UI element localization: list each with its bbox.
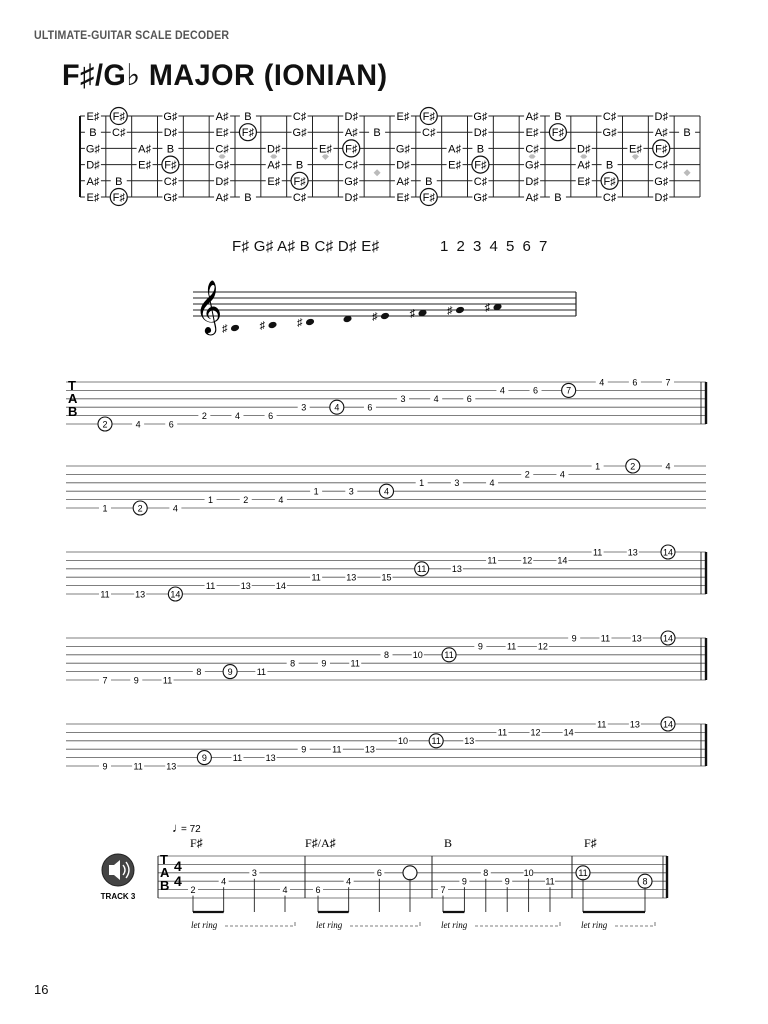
fretboard-note: D♯ — [344, 111, 358, 123]
tab-fret-number: 2 — [201, 410, 207, 421]
tab-fret-number: 3 — [348, 486, 354, 497]
fretboard-note: F♯ — [112, 111, 125, 123]
fretboard-note: D♯ — [525, 175, 539, 188]
fretboard-note: E♯ — [86, 111, 100, 123]
tab-fret-number: 13 — [631, 633, 642, 644]
fretboard-note: G♯ — [215, 159, 230, 172]
fretboard-note: A♯ — [396, 175, 410, 188]
tab-fret-number: 3 — [251, 868, 257, 879]
tab-fret-number: 7 — [440, 884, 446, 895]
tab-fret-number: 8 — [642, 876, 648, 887]
fretboard-note: C♯ — [602, 192, 617, 204]
fretboard-note: G♯ — [654, 175, 669, 188]
tab-fret-number: 9 — [201, 752, 207, 763]
note-head — [268, 321, 278, 330]
tab-fret-number: 11 — [311, 572, 321, 583]
tab-fret-number: 11 — [578, 868, 588, 879]
tab-fret-number: 11 — [417, 564, 427, 575]
tab-fret-number: 6 — [315, 884, 321, 895]
tab-clef-letter: A — [68, 391, 78, 406]
scale-degrees: 1 2 3 4 5 6 7 — [440, 238, 550, 255]
tab-fret-number: 7 — [665, 377, 671, 388]
note-head — [305, 318, 315, 327]
tab-fret-number: 11 — [506, 641, 517, 652]
tab-fret-number: 11 — [256, 666, 267, 677]
tab-fret-number: 6 — [376, 868, 382, 879]
tab-root-circle — [403, 866, 417, 880]
tab-fret-number: 11 — [487, 555, 497, 566]
tab-fret-number: 9 — [571, 633, 577, 644]
tab-fret-number: 11 — [350, 658, 360, 669]
fretboard-note: G♯ — [344, 175, 359, 188]
tab-fret-number: 11 — [545, 876, 555, 887]
tab-fret-number: 1 — [419, 478, 425, 489]
tab-fret-number: 4 — [334, 402, 340, 413]
fretboard-diagram — [0, 0, 768, 230]
tab-fret-number: 10 — [398, 736, 409, 747]
fretboard-note: C♯ — [163, 175, 178, 188]
tab-fret-number: 14 — [275, 580, 286, 591]
fretboard-note: B — [295, 159, 304, 172]
tab-fret-number: 11 — [133, 761, 143, 772]
tab-fret-number: 2 — [630, 461, 636, 472]
tab-fret-number: 13 — [627, 547, 638, 558]
tab-fret-number: 11 — [592, 547, 603, 558]
tab-clef-letter: T — [160, 852, 168, 867]
example-tab — [0, 810, 768, 940]
tab-fret-number: 13 — [135, 589, 146, 600]
tab-fret-number: 2 — [243, 494, 249, 505]
fretboard-note: D♯ — [577, 143, 591, 156]
fretboard-note: D♯ — [654, 192, 668, 204]
tab-fret-number: 1 — [313, 486, 319, 497]
fretboard-note: F♯ — [474, 159, 487, 172]
tab-fret-number: 11 — [444, 650, 454, 661]
tab-fret-number: 4 — [489, 478, 495, 489]
tab-fret-number: 6 — [632, 377, 638, 388]
page-number: 16 — [34, 982, 49, 997]
tab-fret-number: 4 — [665, 461, 671, 472]
fretboard-note: G♯ — [473, 111, 488, 123]
fretboard-note: B — [373, 127, 381, 140]
note-head — [455, 306, 465, 315]
fretboard-note: C♯ — [215, 143, 229, 156]
tab-fret-number: 8 — [290, 658, 296, 669]
let-ring-label: let ring — [191, 920, 218, 930]
tab-fret-number: 4 — [559, 469, 565, 480]
fretboard-note: D♯ — [86, 159, 100, 172]
fretboard-note: D♯ — [215, 175, 229, 188]
fretboard-note: G♯ — [525, 159, 540, 172]
tempo-note: ♩ — [172, 820, 185, 835]
chord-symbol: F♯/A♯ — [305, 836, 336, 850]
let-ring-label: let ring — [316, 920, 343, 930]
fretboard-note: E♯ — [86, 192, 100, 204]
fretboard-note: C♯ — [473, 175, 488, 188]
fretboard-note: G♯ — [395, 143, 410, 156]
tab-fret-number: 11 — [497, 727, 508, 738]
fretboard-note: E♯ — [628, 143, 642, 156]
note-head — [230, 324, 240, 333]
tab-fret-number: 4 — [346, 876, 352, 887]
fretboard-note: F♯ — [422, 111, 435, 123]
fretboard-note: D♯ — [473, 127, 488, 140]
tab-fret-number: 13 — [265, 752, 276, 763]
tab-fret-number: 4 — [282, 884, 288, 895]
chord-symbol: F♯ — [584, 836, 597, 850]
treble-clef: 𝄞 — [195, 280, 223, 332]
fretboard-note: E♯ — [448, 159, 462, 172]
book-header: ULTIMATE-GUITAR SCALE DECODER — [34, 30, 230, 42]
fretboard-note: A♯ — [654, 127, 668, 140]
tab-fret-number: 4 — [135, 419, 141, 430]
fretboard-note: B — [166, 143, 175, 156]
tab-fret-number: 11 — [162, 675, 173, 686]
note-head — [380, 312, 390, 321]
accidental-sharp: ♯ — [484, 302, 490, 314]
fretboard-note: C♯ — [292, 192, 307, 204]
tab-fret-number: 4 — [172, 503, 178, 514]
tab-fret-number: 14 — [662, 633, 674, 644]
tab-fret-number: 6 — [168, 419, 174, 430]
tab-clef-letter: T — [68, 378, 76, 393]
fretboard-note: G♯ — [163, 192, 178, 204]
tab-systems — [0, 370, 768, 790]
fretboard-note: B — [554, 111, 562, 123]
fretboard-note: E♯ — [396, 111, 410, 123]
fretboard-note: A♯ — [215, 192, 229, 204]
let-ring-label: let ring — [581, 920, 608, 930]
fretboard-note: D♯ — [654, 111, 668, 123]
fretboard-note: F♯ — [655, 143, 668, 156]
fretboard-note: E♯ — [138, 159, 152, 172]
notation-staff — [0, 280, 768, 340]
fretboard-note: A♯ — [86, 175, 100, 188]
tab-fret-number: 11 — [600, 633, 611, 644]
fretboard-note: C♯ — [292, 111, 307, 123]
fretboard-note: B — [244, 111, 252, 123]
tab-fret-number: 9 — [321, 658, 327, 669]
tab-fret-number: 4 — [221, 876, 227, 887]
tab-fret-number: 13 — [240, 580, 251, 591]
fretboard-note: A♯ — [344, 127, 358, 140]
tab-fret-number: 14 — [170, 589, 181, 600]
tab-fret-number: 2 — [190, 884, 196, 895]
fretboard-note: F♯ — [551, 127, 565, 140]
fretboard-note: G♯ — [85, 143, 100, 156]
tab-fret-number: 11 — [232, 752, 243, 763]
tab-fret-number: 8 — [383, 650, 390, 661]
fretboard-note: A♯ — [215, 111, 229, 123]
fret-inlay-marker — [684, 169, 691, 176]
tab-fret-number: 12 — [522, 555, 533, 566]
tab-fret-number: 3 — [400, 394, 406, 405]
time-signature-bottom: 4 — [174, 873, 182, 889]
track-label: TRACK 3 — [100, 892, 136, 901]
fretboard-note: F♯ — [422, 192, 435, 204]
tab-fret-number: 7 — [102, 675, 108, 686]
tab-fret-number: 3 — [454, 478, 460, 489]
tab-fret-number: 1 — [595, 461, 601, 472]
tab-clef-letter: A — [160, 865, 170, 880]
tab-fret-number: 4 — [383, 486, 390, 497]
tab-fret-number: 11 — [597, 719, 607, 730]
fretboard-note: B — [605, 159, 614, 172]
tab-clef-letter: B — [68, 404, 78, 419]
fretboard-note: C♯ — [112, 127, 126, 140]
tab-fret-number: 15 — [381, 572, 392, 583]
fretboard-note: A♯ — [577, 159, 591, 172]
fretboard-note: C♯ — [602, 111, 617, 123]
fretboard-note: F♯ — [112, 192, 125, 204]
tab-fret-number: 9 — [227, 666, 233, 677]
chord-symbol: F♯ — [190, 836, 203, 850]
tab-fret-number: 9 — [301, 744, 307, 755]
scale-notes: F♯ G♯ A♯ B C♯ D♯ E♯ — [232, 238, 380, 255]
tab-fret-number: 6 — [268, 410, 274, 421]
accidental-sharp: ♯ — [409, 308, 415, 320]
tab-fret-number: 13 — [166, 761, 177, 772]
tab-fret-number: 1 — [102, 503, 108, 514]
fretboard-note: E♯ — [396, 192, 410, 204]
fretboard-note: C♯ — [525, 143, 539, 156]
tab-fret-number: 8 — [483, 868, 489, 879]
fretboard-note: B — [89, 127, 97, 140]
let-ring-label: let ring — [441, 920, 468, 930]
tab-fret-number: 7 — [566, 385, 572, 396]
accidental-sharp: ♯ — [372, 311, 378, 323]
fretboard-note: B — [244, 192, 252, 204]
tab-fret-number: 9 — [133, 675, 139, 686]
tab-fret-number: 14 — [557, 555, 568, 566]
fretboard-note: B — [425, 175, 433, 188]
tab-fret-number: 13 — [364, 744, 375, 755]
fretboard-note: G♯ — [292, 127, 307, 140]
tab-fret-number: 13 — [629, 719, 640, 730]
tab-fret-number: 6 — [367, 402, 373, 413]
fretboard-note: D♯ — [267, 143, 281, 156]
fretboard-note: E♯ — [577, 175, 591, 188]
tab-fret-number: 4 — [499, 385, 505, 396]
tab-fret-number: 11 — [205, 580, 216, 591]
fretboard-note: C♯ — [654, 159, 668, 172]
tab-fret-number: 12 — [537, 641, 548, 652]
fretboard-note: B — [683, 127, 691, 140]
accidental-sharp: ♯ — [222, 323, 228, 335]
tab-fret-number: 13 — [464, 736, 475, 747]
fretboard-note: F♯ — [241, 127, 255, 140]
tab-fret-number: 3 — [301, 402, 307, 413]
page-title: F♯/G♭ MAJOR (IONIAN) — [62, 59, 388, 92]
tab-fret-number: 14 — [662, 719, 674, 730]
tab-fret-number: 14 — [662, 547, 674, 558]
tab-fret-number: 2 — [102, 419, 108, 430]
tab-fret-number: 2 — [524, 469, 530, 480]
accidental-sharp: ♯ — [259, 320, 265, 332]
tab-fret-number: 11 — [332, 744, 342, 755]
time-signature-top: 4 — [174, 858, 182, 874]
fretboard-note: A♯ — [525, 192, 539, 204]
tab-fret-number: 1 — [208, 494, 214, 505]
tab-fret-number: 8 — [196, 666, 202, 677]
tab-fret-number: 11 — [100, 589, 110, 600]
fretboard-note: A♯ — [525, 111, 539, 123]
accidental-sharp: ♯ — [297, 317, 303, 329]
fretboard-note: A♯ — [267, 159, 281, 172]
tab-fret-number: 6 — [466, 394, 472, 405]
tab-fret-number: 9 — [477, 641, 483, 652]
fretboard-note: D♯ — [344, 192, 358, 204]
fretboard-note: F♯ — [603, 175, 616, 188]
fretboard-note: G♯ — [163, 111, 178, 123]
tempo-marking: = 72 — [181, 824, 201, 835]
fret-inlay-marker — [374, 169, 381, 176]
fretboard-note: G♯ — [473, 192, 488, 204]
fretboard-note: D♯ — [396, 159, 410, 172]
tab-fret-number: 4 — [599, 377, 605, 388]
tab-fret-number: 13 — [346, 572, 357, 583]
fretboard-note: F♯ — [293, 175, 306, 188]
fretboard-note: A♯ — [138, 143, 152, 156]
fretboard-note: D♯ — [163, 127, 178, 140]
tab-fret-number: 11 — [431, 736, 441, 747]
tab-fret-number: 14 — [563, 727, 574, 738]
tab-fret-number: 2 — [137, 503, 143, 514]
tab-fret-number: 4 — [234, 410, 240, 421]
fretboard-note: B — [115, 175, 123, 188]
fretboard-note: C♯ — [422, 127, 436, 140]
fretboard-note: G♯ — [602, 127, 617, 140]
accidental-sharp: ♯ — [447, 305, 453, 317]
tab-fret-number: 9 — [461, 876, 467, 887]
fretboard-note: B — [554, 192, 562, 204]
tab-fret-number: 4 — [433, 394, 439, 405]
fretboard-note: C♯ — [344, 159, 358, 172]
fretboard-note: B — [476, 143, 485, 156]
tab-fret-number: 10 — [412, 650, 423, 661]
tab-clef-letter: B — [160, 878, 170, 893]
tab-fret-number: 9 — [504, 876, 510, 887]
tab-fret-number: 4 — [278, 494, 284, 505]
fretboard-note: A♯ — [448, 143, 462, 156]
tab-fret-number: 9 — [102, 761, 108, 772]
fretboard-note: E♯ — [318, 143, 332, 156]
fretboard-note: F♯ — [164, 159, 177, 172]
fretboard-note: E♯ — [525, 127, 539, 140]
fretboard-note: E♯ — [215, 127, 229, 140]
fretboard-note: E♯ — [267, 175, 281, 188]
tab-fret-number: 6 — [533, 385, 539, 396]
tab-fret-number: 12 — [530, 727, 541, 738]
fretboard-note: F♯ — [345, 143, 358, 156]
tab-fret-number: 13 — [451, 564, 462, 575]
chord-symbol: B — [444, 836, 453, 850]
tab-fret-number: 10 — [523, 868, 534, 879]
